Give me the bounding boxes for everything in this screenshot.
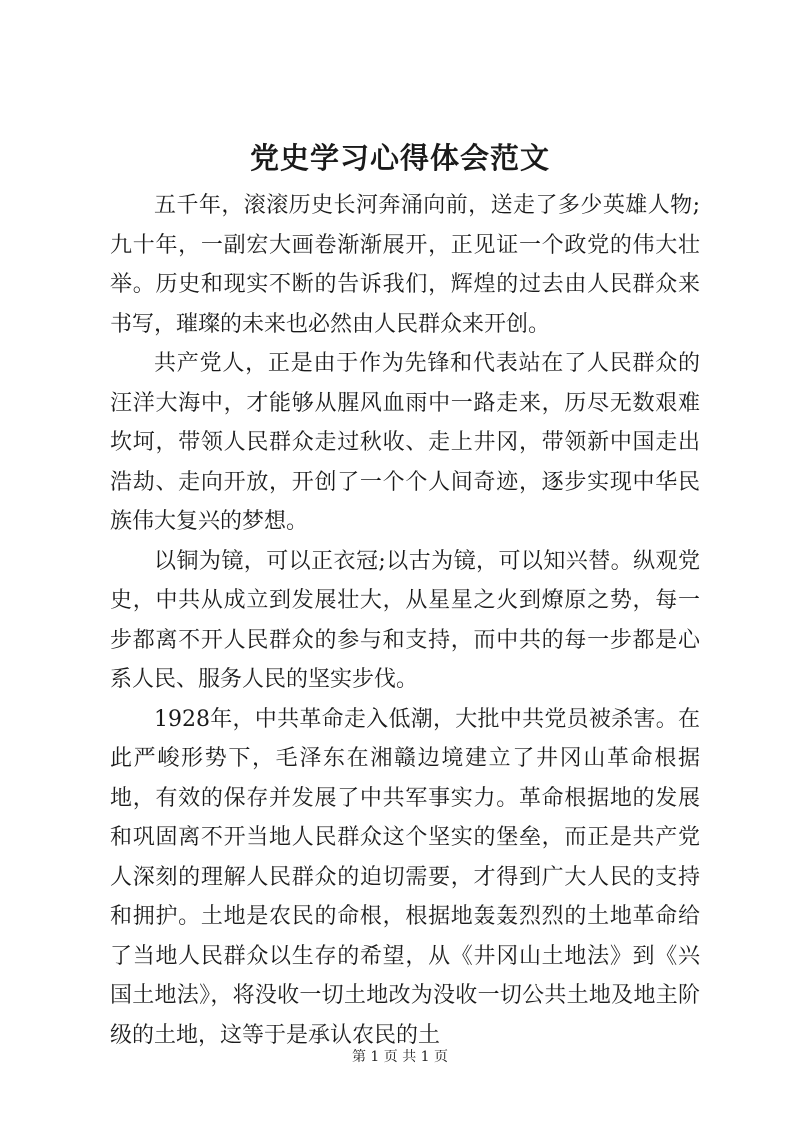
paragraph-4: 1928年，中共革命走入低潮，大批中共党员被杀害。在此严峻形势下，毛泽东在湘赣边境建立了井冈山革命根据地，有效的保存并发展了中共军事实力。革命根据地的发展和巩固离不开当地人民群众这个坚实的堡垒，而正是共产党人深刻的理解人民群众的迫切需要，才得到广大人民的支持和拥护。土地是农民的命根，根据地轰轰烈烈的土地革命给了当地人民群众以生存的希望，从《井冈山土地法》到《兴国土地法》，将没收一切土地改为没收一切公共土地及地主阶级的土地，这等于是承认农民的土 [110,706,700,1048]
paragraph-1: 五千年，滚滚历史长河奔涌向前，送走了多少英雄人物;九十年，一副宏大画卷渐渐展开，正见证一个政党的伟大壮举。历史和现实不断的告诉我们，辉煌的过去由人民群众来书写，璀璨的未来也必然由人民群众来开创。 [110,193,700,337]
paragraph-2: 共产党人，正是由于作为先锋和代表站在了人民群众的汪洋大海中，才能够从腥风血雨中一路走来，历尽无数艰难坎坷，带领人民群众走过秋收、走上井冈，带领新中国走出浩劫、走向开放，开创了一个个人间奇迹，逐步实现中华民族伟大复兴的梦想。 [110,351,700,534]
page-footer: 第 1 页 共 1 页 [351,1049,449,1065]
document-title: 党史学习心得体会范文 [249,141,550,175]
document-body [110,186,700,1055]
paragraph-3: 以铜为镜，可以正衣冠;以古为镜，可以知兴替。纵观党史，中共从成立到发展壮大，从星星之火到燎原之势，每一步都离不开人民群众的参与和支持，而中共的每一步都是心系人民、服务人民的坚实步伐。 [110,548,700,692]
